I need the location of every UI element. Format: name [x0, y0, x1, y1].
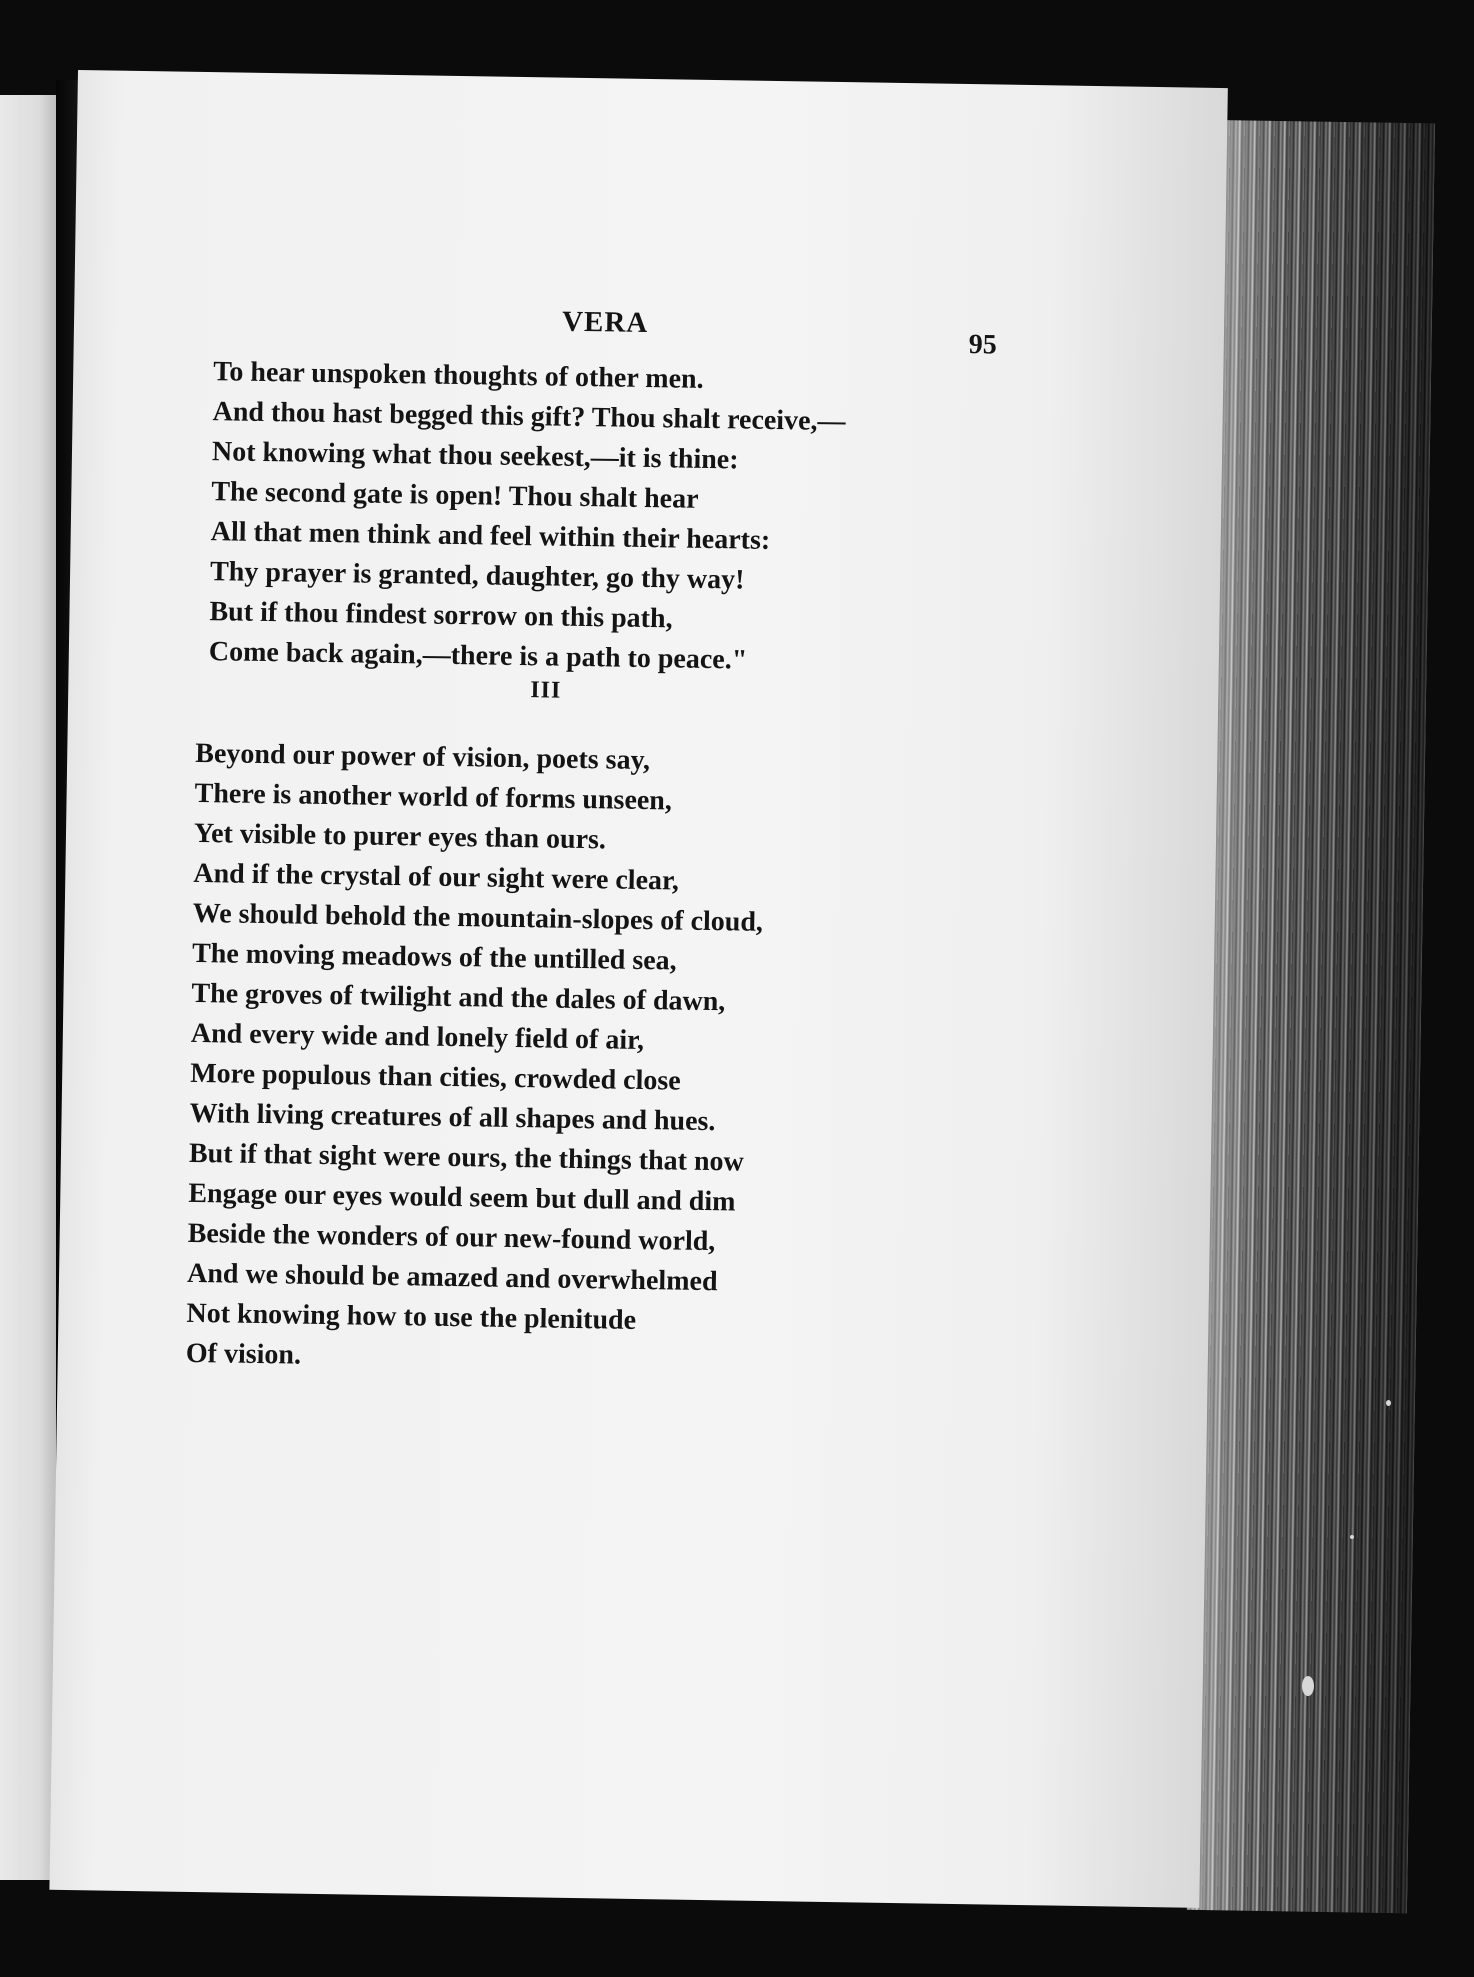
page-stack-shading	[1187, 120, 1435, 1913]
book-page	[49, 70, 1227, 1908]
scan-speck	[1302, 1676, 1314, 1696]
verse-line: The moving meadows of the untilled sea,	[191, 937, 677, 977]
verse-line: Beyond our power of vision, poets say,	[195, 737, 651, 777]
facing-page-edge	[0, 95, 56, 1880]
verse-line: Thy prayer is granted, daughter, go thy way!	[209, 556, 745, 596]
verse-line: Yet visible to purer eyes than ours.	[193, 817, 607, 856]
verse-line: The second gate is open! Thou shalt hear	[211, 476, 699, 515]
verse-line: We should behold the mountain-slopes of cloud,	[192, 897, 764, 938]
verse-line: The groves of twilight and the dales of dawn,	[191, 977, 726, 1018]
verse-line: To hear unspoken thoughts of other men.	[213, 356, 704, 395]
page-text	[49, 70, 1227, 1908]
verse-line: Engage our eyes would seem but dull and dim	[188, 1177, 736, 1218]
running-head: VERA	[561, 305, 649, 339]
verse-line: Not knowing what thou seekest,—it is thine:	[211, 436, 739, 476]
verse-line: With living creatures of all shapes and hues.	[189, 1097, 716, 1138]
verse-line: And thou hast begged this gift? Thou shalt receive,—	[212, 396, 846, 438]
verse-line: All that men think and feel within their hearts:	[210, 516, 771, 556]
verse-line: And if the crystal of our sight were clear,	[193, 857, 680, 897]
verse-line: And every wide and lonely field of air,	[190, 1017, 645, 1057]
verse-line: Of vision.	[185, 1337, 302, 1371]
section-heading: III	[530, 677, 562, 704]
verse-line: There is another world of forms unseen,	[194, 777, 673, 817]
stanza-1	[209, 352, 847, 682]
verse-line: Come back again,—there is a path to peace."	[208, 636, 748, 676]
verse-line: But if thou findest sorrow on this path,	[209, 596, 673, 635]
scan-speck	[1386, 1400, 1391, 1406]
verse-line: Not knowing how to use the plenitude	[186, 1297, 637, 1336]
stanza-2	[186, 734, 766, 1383]
scan-speck	[1350, 1535, 1354, 1539]
verse-line: And we should be amazed and overwhelmed	[186, 1257, 718, 1298]
page-number: 95	[968, 329, 998, 361]
verse-line: But if that sight were ours, the things that now	[188, 1137, 745, 1178]
verse-line: Beside the wonders of our new-found world,	[187, 1217, 716, 1258]
verse-line: More populous than cities, crowded close	[190, 1057, 681, 1097]
